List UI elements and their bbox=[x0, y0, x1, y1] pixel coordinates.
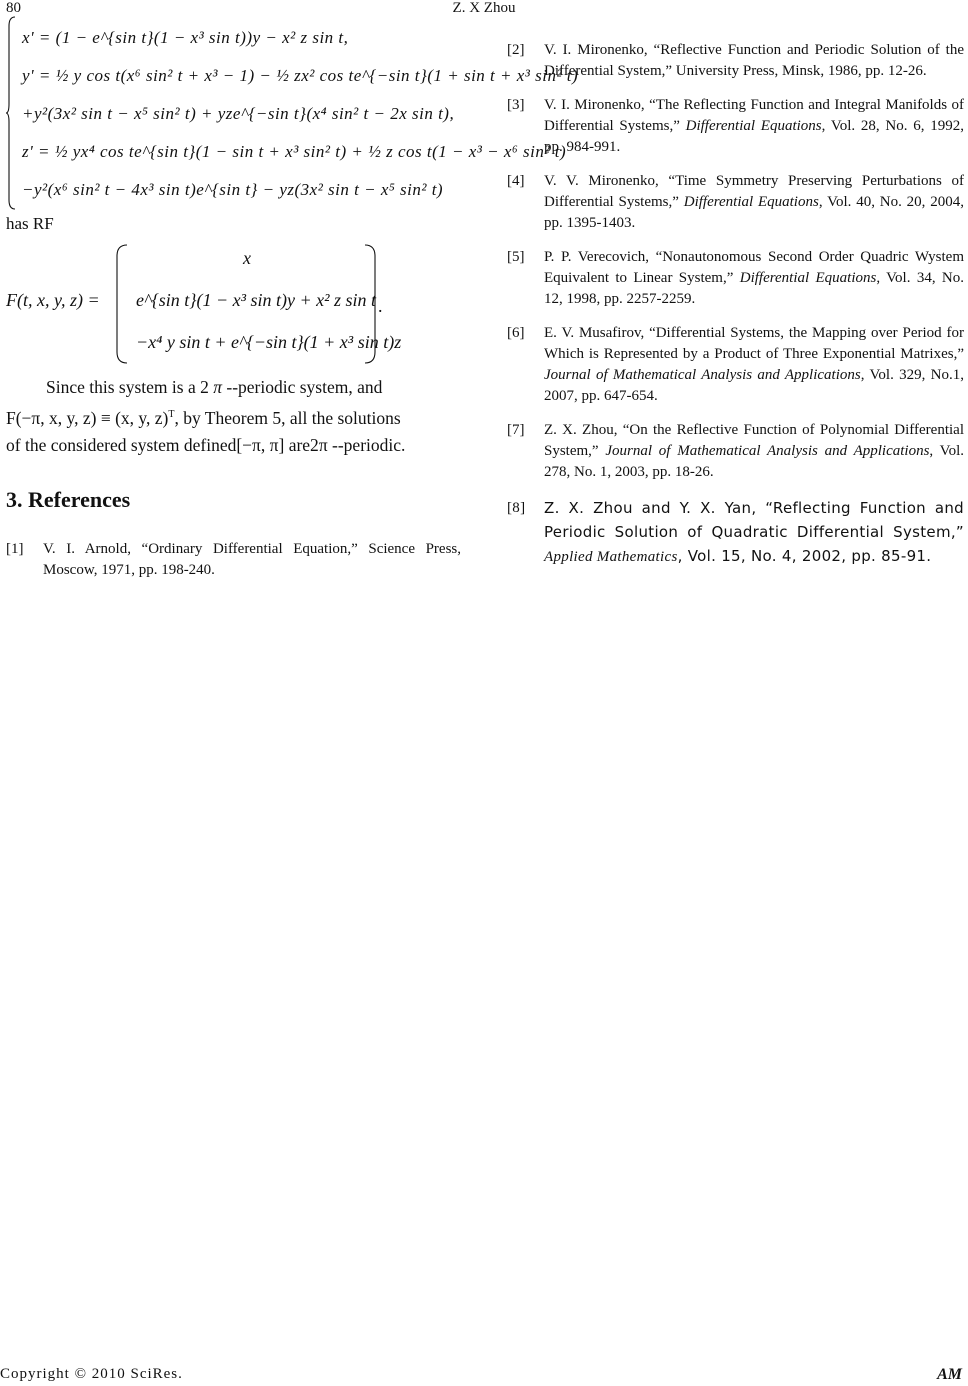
pi-symbol-1: π bbox=[213, 377, 222, 397]
equation-line-3: +y²(3x² sin t − x⁵ sin² t) + yze^{−sin t}(x⁴ sin² t − 2x sin t), bbox=[22, 104, 455, 123]
reference-details: , Vol. 34, No. 12, 1998, pp. 2257-2259. bbox=[544, 270, 964, 307]
reference-5 bbox=[507, 247, 964, 310]
left-paren-icon bbox=[116, 244, 128, 364]
reference-number: [5] bbox=[507, 249, 525, 265]
reference-details: , Vol. 28, No. 6, 1992, pp. 984-991. bbox=[544, 118, 964, 155]
rf-lhs: F(t, x, y, z) = bbox=[6, 290, 100, 310]
equation-line-5: −y²(x⁶ sin² t − 4x³ sin t)e^{sin t} − yz(3x² sin t − x⁵ sin² t) bbox=[22, 180, 444, 199]
has-rf-label: has RF bbox=[6, 214, 54, 233]
reference-number: [3] bbox=[507, 97, 525, 113]
body-line-2-text: , by Theorem 5, all the solutions bbox=[174, 407, 401, 428]
reference-text: P. P. Verecovich, “Nonautonomous Second Order Quadric Wystem Equivalent to Linear System,” bbox=[544, 249, 964, 286]
symmetry-condition: F(−π, x, y, z) ≡ (x, y, z) bbox=[6, 407, 169, 428]
reference-text: V. I. Mironenko, “Reflective Function and Periodic Solution of the Differential System,” University Press, Minsk, 1986, pp. 12-26. bbox=[544, 42, 964, 79]
reference-number: [7] bbox=[507, 422, 525, 438]
reference-number: [2] bbox=[507, 42, 525, 58]
reference-details: , Vol. 329, No.1, 2007, pp. 647-654. bbox=[544, 367, 964, 404]
reference-3 bbox=[507, 95, 964, 158]
left-column bbox=[6, 14, 579, 594]
right-column bbox=[507, 40, 964, 582]
reference-journal: Journal of Mathematical Analysis and Applications bbox=[544, 367, 861, 383]
reference-8 bbox=[507, 496, 964, 569]
rf-row-2: e^{sin t}(1 − x³ sin t)y + x² z sin t bbox=[136, 290, 377, 310]
transpose-sup: T bbox=[168, 409, 175, 420]
footer-journal: AM bbox=[937, 1366, 962, 1383]
reference-journal: Journal of Mathematical Analysis and Applications bbox=[605, 443, 930, 459]
equation-line-4: z' = ½ yx⁴ cos te^{sin t}(1 − sin t + x³ sin² t) + ½ z cos t(1 − x³ − x⁶ sin² t) bbox=[22, 142, 567, 161]
reference-4 bbox=[507, 171, 964, 234]
reference-number: [6] bbox=[507, 325, 525, 341]
body-paragraph bbox=[6, 374, 461, 401]
reference-journal: Differential Equations bbox=[683, 194, 819, 210]
reference-1 bbox=[6, 539, 461, 581]
footer-copyright: Copyright © 2010 SciRes. bbox=[0, 1366, 183, 1382]
reference-journal: Applied Mathematics bbox=[544, 549, 678, 565]
reflecting-function-formula bbox=[6, 238, 461, 368]
page-number: 80 bbox=[6, 0, 21, 16]
equation-system bbox=[6, 14, 579, 212]
reference-details: , Vol. 15, No. 4, 2002, pp. 85-91. bbox=[677, 547, 932, 565]
body-line-3-are: are2 bbox=[288, 434, 319, 455]
reference-text: V. V. Mironenko, “Time Symmetry Preserving Perturbations of Differential Systems,” bbox=[544, 173, 964, 210]
rf-row-1: x bbox=[243, 248, 251, 268]
body-line-3-text: of the considered system defined bbox=[6, 434, 237, 455]
reference-journal: Differential Equations bbox=[739, 270, 877, 286]
interval: [−π, π] bbox=[236, 434, 285, 455]
section-title: 3. References bbox=[6, 486, 131, 512]
body-line-2 bbox=[6, 401, 461, 432]
equation-line-2: y' = ½ y cos t(x⁶ sin² t + x³ − 1) − ½ zx² cos te^{−sin t}(1 + sin t + x³ sin² t) bbox=[22, 66, 579, 85]
reference-text: Z. X. Zhou, “On the Reflective Function of Polynomial Differential System,” bbox=[544, 422, 964, 459]
reference-2 bbox=[507, 40, 964, 82]
reference-text: V. I. Mironenko, “The Reflecting Function and Integral Manifolds of Differential Systems,” bbox=[544, 97, 964, 134]
running-head: Z. X Zhou bbox=[452, 0, 516, 16]
para-text-2: --periodic system, and bbox=[226, 377, 383, 397]
body-line-3-end: --periodic. bbox=[332, 434, 406, 455]
reference-number: [8] bbox=[507, 500, 526, 516]
rf-row-3: −x⁴ y sin t + e^{−sin t}(1 + x³ sin t)z bbox=[136, 332, 402, 352]
reference-journal: Differential Equations bbox=[685, 118, 822, 134]
reference-details: , Vol. 40, No. 20, 2004, pp. 1395-1403. bbox=[544, 194, 964, 231]
left-brace-icon bbox=[6, 16, 16, 210]
reference-6 bbox=[507, 323, 964, 407]
reference-number: [1] bbox=[6, 540, 24, 557]
right-paren-icon bbox=[364, 244, 376, 364]
reference-7 bbox=[507, 420, 964, 483]
reference-details: , Vol. 278, No. 1, 2003, pp. 18-26. bbox=[544, 443, 964, 480]
body-line-3 bbox=[6, 432, 461, 459]
equation-line-1: x' = (1 − e^{sin t}(1 − x³ sin t))y − x² z sin t, bbox=[22, 28, 349, 47]
pi-symbol-2: π bbox=[318, 434, 328, 455]
para-text-1: Since this system is a 2 bbox=[46, 377, 209, 397]
reference-text: V. I. Arnold, “Ordinary Differential Equation,” Science Press, Moscow, 1971, pp. 198-240. bbox=[43, 540, 461, 578]
reference-text: Z. X. Zhou and Y. X. Yan, “Reflecting Function and Periodic Solution of Quadratic Differential System,” bbox=[544, 499, 964, 541]
reference-text: E. V. Musafirov, “Differential Systems, the Mapping over Period for Which is Represented by a Product of Three Exponential Matrixes,” bbox=[544, 325, 964, 362]
reference-number: [4] bbox=[507, 173, 525, 189]
rf-period: . bbox=[378, 296, 383, 316]
